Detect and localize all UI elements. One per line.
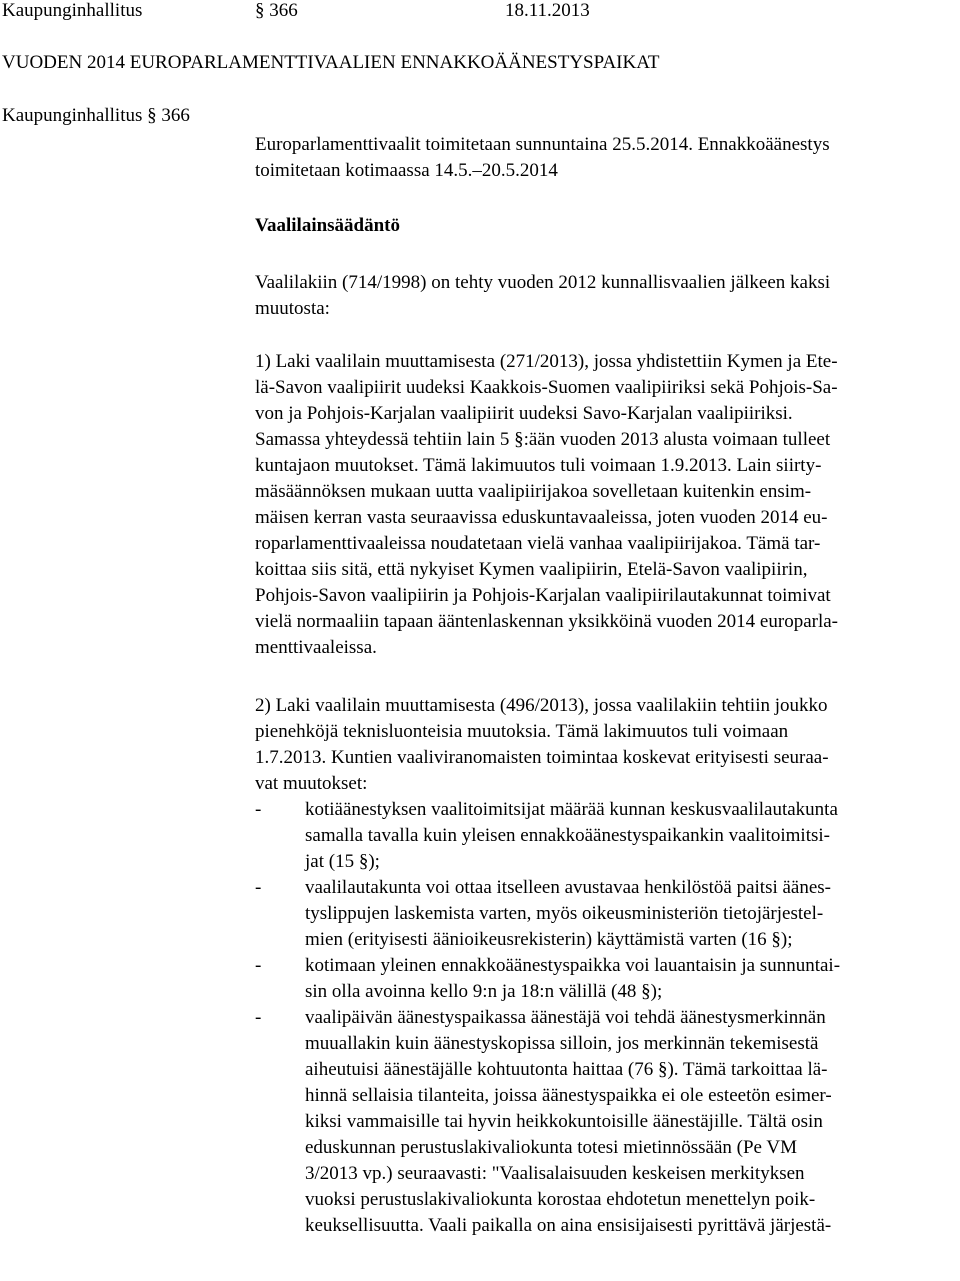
paragraph-line: von ja Pohjois-Karjalan vaalipiirit uudeksi Savo-Karjalan vaalipiiriksi.: [255, 403, 793, 424]
bullet-marker: -: [255, 955, 262, 976]
bullet-line: tyslippujen laskemista varten, myös oikeusministeriön tietojärjestel-: [305, 903, 824, 924]
bullet-line: vuoksi perustuslakivaliokunta korostaa ehdotetun menettelyn poik-: [305, 1189, 816, 1210]
bullet-marker: -: [255, 799, 262, 820]
bullet-line: samalla tavalla kuin yleisen ennakkoäänestyspaikankin vaalitoimitsi-: [305, 825, 830, 846]
paragraph-line: Vaalilakiin (714/1998) on tehty vuoden 2012 kunnallisvaalien jälkeen kaksi: [255, 272, 831, 293]
paragraph-line: muutosta:: [255, 298, 330, 319]
bullet-line: vaalilautakunta voi ottaa itselleen avustavaa henkilöstöä paitsi äänes-: [305, 877, 832, 898]
intro-line: toimitetaan kotimaassa 14.5.–20.5.2014: [255, 160, 558, 181]
paragraph-line: roparlamenttivaaleissa noudatetaan vielä vanhaa vaalipiirijakoa. Tämä tar-: [255, 533, 821, 554]
paragraph-line: koittaa siis sitä, että nykyiset Kymen vaalipiirin, Etelä-Savon vaalipiirin,: [255, 559, 808, 580]
bullet-line: sin olla avoinna kello 9:n ja 18:n välillä (48 §);: [305, 981, 663, 1002]
header-date: 18.11.2013: [505, 0, 590, 21]
bullet-line: eduskunnan perustuslakivaliokunta totesi mietinnössään (Pe VM: [305, 1137, 797, 1158]
bullet-line: mien (erityisesti äänioikeusrekisterin) käyttämistä varten (16 §);: [305, 929, 793, 950]
bullet-line: muuallakin kuin äänestyskopissa silloin, jos merkinnän tekemisestä: [305, 1033, 819, 1054]
paragraph-line: vat muutokset:: [255, 773, 368, 794]
paragraph-line: Pohjois-Savon vaalipiirin ja Pohjois-Karjalan vaalipiirilautakunnat toimivat: [255, 585, 831, 606]
paragraph-line: Samassa yhteydessä tehtiin lain 5 §:ään vuoden 2013 alusta voimaan tulleet: [255, 429, 831, 450]
bullet-line: aiheutuisi äänestäjälle kohtuutonta haittaa (76 §). Tämä tarkoittaa lä-: [305, 1059, 828, 1080]
paragraph-line: lä-Savon vaalipiirit uudeksi Kaakkois-Suomen vaalipiiriksi sekä Pohjois-Sa-: [255, 377, 838, 398]
bullet-line: hinnä sellaisia tilanteita, joissa äänestyspaikka ei ole esteetön esimer-: [305, 1085, 832, 1106]
section-heading: Vaalilainsäädäntö: [255, 215, 401, 236]
paragraph-line: vielä normaaliin tapaan ääntenlaskennan yksikköinä vuoden 2014 europarla-: [255, 611, 838, 632]
paragraph-line: mäsäännöksen mukaan uutta vaalipiirijakoa sovelletaan kuitenkin ensim-: [255, 481, 812, 502]
paragraph-line: menttivaaleissa.: [255, 637, 377, 658]
bullet-line: kotimaan yleinen ennakkoäänestyspaikka voi lauantaisin ja sunnuntai-: [305, 955, 841, 976]
bullet-line: kotiäänestyksen vaalitoimitsijat määrää kunnan keskusvaalilautakunta: [305, 799, 838, 820]
intro-line: Europarlamenttivaalit toimitetaan sunnuntaina 25.5.2014. Ennakkoäänestys: [255, 134, 830, 155]
header-section: § 366: [255, 0, 298, 21]
bullet-line: kiksi vammaisille tai hyvin heikkokuntoisille äänestäjille. Tältä osin: [305, 1111, 823, 1132]
paragraph-line: 2) Laki vaalilain muuttamisesta (496/2013), jossa vaalilakiin tehtiin joukko: [255, 695, 828, 716]
paragraph-line: 1.7.2013. Kuntien vaaliviranomaisten toimintaa koskevat erityisesti seuraa-: [255, 747, 829, 768]
document-title: VUODEN 2014 EUROPARLAMENTTIVAALIEN ENNAKKOÄÄNESTYSPAIKAT: [2, 52, 660, 73]
bullet-marker: -: [255, 1007, 262, 1028]
paragraph-line: pienehköjä teknisluonteisia muutoksia. Tämä lakimuutos tuli voimaan: [255, 721, 789, 742]
paragraph-line: mäisen kerran vasta seuraavissa eduskuntavaaleissa, joten vuoden 2014 eu-: [255, 507, 828, 528]
bullet-marker: -: [255, 877, 262, 898]
bullet-line: jat (15 §);: [305, 851, 380, 872]
bullet-line: 3/2013 vp.) seuraavasti: "Vaalisalaisuuden keskeisen merkityksen: [305, 1163, 805, 1184]
bullet-line: vaalipäivän äänestyspaikassa äänestäjä voi tehdä äänestysmerkinnän: [305, 1007, 826, 1028]
reference-line: Kaupunginhallitus § 366: [2, 105, 190, 126]
paragraph-line: 1) Laki vaalilain muuttamisesta (271/2013), jossa yhdistettiin Kymen ja Ete-: [255, 351, 838, 372]
header-board: Kaupunginhallitus: [2, 0, 143, 21]
paragraph-line: kuntajaon muutokset. Tämä lakimuutos tuli voimaan 1.9.2013. Lain siirty-: [255, 455, 822, 476]
bullet-line: keuksellisuutta. Vaali paikalla on aina ensisijaisesti pyrittävä järjestä-: [305, 1215, 832, 1236]
